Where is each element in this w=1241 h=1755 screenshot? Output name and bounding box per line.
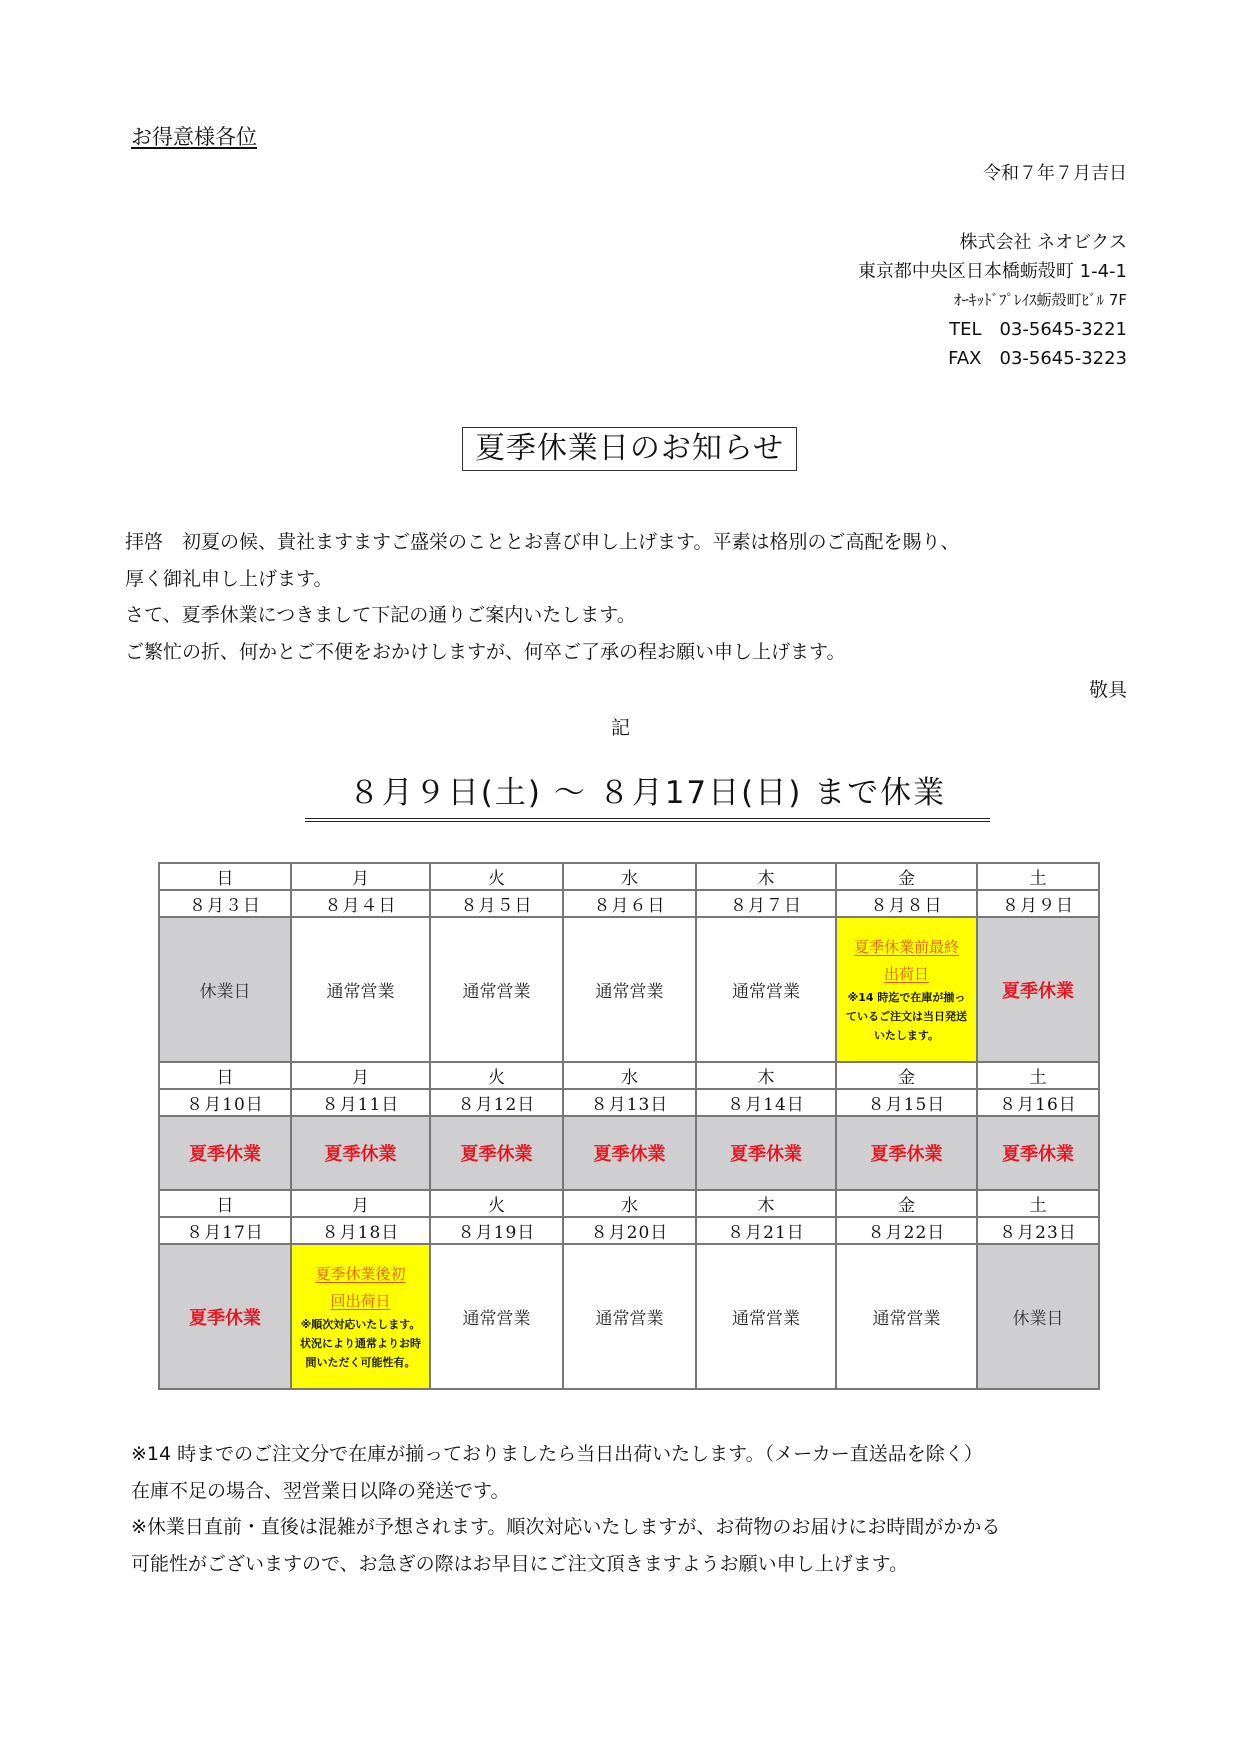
status-label: 休業日 <box>199 982 251 1002</box>
weekday-cell: 金 <box>836 863 977 890</box>
status-cell-last-shipping <box>836 917 977 1062</box>
weekday-cell: 土 <box>977 1062 1099 1089</box>
weekday-cell: 木 <box>696 1190 836 1217</box>
note-line: 可能性がございますので、お急ぎの際はお早目にご注文頂きますようお願い申し上げます。 <box>131 1552 909 1575</box>
weekday-row <box>159 863 1099 890</box>
body-text <box>125 524 959 670</box>
weekday-cell: 日 <box>159 1062 291 1089</box>
weekday-cell: 月 <box>291 1062 430 1089</box>
status-label: 夏季休業 <box>189 1144 261 1165</box>
date-cell: ８月９日 <box>977 890 1099 917</box>
weekday-cell: 木 <box>696 863 836 890</box>
status-cell-open <box>291 917 430 1062</box>
date-cell: ８月11日 <box>291 1089 430 1116</box>
status-label: 通常営業 <box>732 1309 800 1329</box>
date-cell: ８月10日 <box>159 1089 291 1116</box>
date-cell: ８月19日 <box>430 1217 563 1244</box>
weekday-cell: 水 <box>563 863 696 890</box>
date-row <box>159 1089 1099 1116</box>
date-cell: ８月16日 <box>977 1089 1099 1116</box>
status-label: 通常営業 <box>326 982 395 1002</box>
date-cell: ８月６日 <box>563 890 696 917</box>
date-cell: ８月22日 <box>836 1217 977 1244</box>
closure-period-heading: ８月９日(土) ～ ８月17日(日) まで休業 <box>305 768 990 822</box>
date-cell: ８月８日 <box>836 890 977 917</box>
status-label: 通常営業 <box>595 1309 664 1329</box>
status-label: 夏季休業 <box>1002 1144 1074 1165</box>
closing-keigu: 敬具 <box>1088 679 1127 701</box>
date-cell: ８月３日 <box>159 890 291 917</box>
tel-number: TEL 03-5645-3221 <box>949 319 1127 340</box>
status-row <box>159 1116 1099 1190</box>
status-cell-closed <box>977 1244 1099 1389</box>
status-cell-first-shipping <box>291 1244 430 1389</box>
salutation: お得意様各位 <box>131 125 257 149</box>
date-cell: ８月18日 <box>291 1217 430 1244</box>
issue-date: 令和７年７月吉日 <box>983 163 1127 184</box>
status-cell-closed <box>159 917 291 1062</box>
status-cell-summer-holiday <box>159 1244 291 1389</box>
holiday-calendar <box>158 862 1100 1390</box>
status-label: 夏季休業 <box>324 1144 397 1165</box>
status-label: 夏季休業 <box>593 1144 666 1165</box>
weekday-cell: 火 <box>430 1190 563 1217</box>
document-title: 夏季休業日のお知らせ <box>462 427 797 471</box>
date-cell: ８月15日 <box>836 1089 977 1116</box>
last-shipping-title-1: 夏季休業前最終 <box>853 938 959 956</box>
ki-marker: 記 <box>610 717 630 739</box>
status-row <box>159 917 1099 1062</box>
weekday-cell: 月 <box>291 1190 430 1217</box>
note-line: ※14 時までのご注文分で在庫が揃っておりましたら当日出荷いたします。（メーカー直送品を除く） <box>131 1443 983 1465</box>
date-cell: ８月12日 <box>430 1089 563 1116</box>
status-label: 通常営業 <box>732 982 800 1002</box>
weekday-cell: 月 <box>291 863 430 890</box>
date-cell: ８月21日 <box>696 1217 836 1244</box>
status-cell-summer-holiday <box>291 1116 430 1190</box>
status-label: 夏季休業 <box>730 1144 802 1165</box>
status-cell-open <box>696 917 836 1062</box>
weekday-row <box>159 1190 1099 1217</box>
first-shipping-note: ※順次対応いたします。状況により通常よりお時間いただく可能性有。 <box>300 1318 421 1369</box>
weekday-cell: 木 <box>696 1062 836 1089</box>
status-cell-open <box>430 1244 563 1389</box>
status-cell-summer-holiday <box>430 1116 563 1190</box>
sender-block <box>858 228 1127 373</box>
weekday-cell: 日 <box>159 1190 291 1217</box>
body-line: 拝啓 初夏の候、貴社ますますご盛栄のこととお喜び申し上げます。平素は格別のご高配を賜り、 <box>125 531 960 553</box>
date-cell: ８月13日 <box>563 1089 696 1116</box>
fax-number: FAX 03-5645-3223 <box>948 348 1127 369</box>
status-label: 通常営業 <box>462 982 531 1002</box>
company-name: 株式会社 ネオビクス <box>959 232 1127 253</box>
date-cell: ８月５日 <box>430 890 563 917</box>
date-cell: ８月23日 <box>977 1217 1099 1244</box>
weekday-cell: 土 <box>977 863 1099 890</box>
date-row <box>159 1217 1099 1244</box>
status-cell-open <box>563 1244 696 1389</box>
status-cell-summer-holiday <box>977 917 1099 1062</box>
weekday-cell: 金 <box>836 1062 977 1089</box>
note-line: ※休業日直前・直後は混雑が予想されます。順次対応いたしますが、お荷物のお届けにお時間がかかる <box>131 1516 1001 1538</box>
status-cell-open <box>563 917 696 1062</box>
status-row <box>159 1244 1099 1389</box>
date-cell: ８月20日 <box>563 1217 696 1244</box>
last-shipping-title-2: 出荷日 <box>883 965 929 983</box>
weekday-cell: 水 <box>563 1190 696 1217</box>
weekday-cell: 火 <box>430 1062 563 1089</box>
weekday-row <box>159 1062 1099 1089</box>
weekday-cell: 水 <box>563 1062 696 1089</box>
first-shipping-title-2: 回出荷日 <box>330 1292 391 1310</box>
date-cell: ８月14日 <box>696 1089 836 1116</box>
date-row <box>159 890 1099 917</box>
status-label: 通常営業 <box>462 1309 531 1329</box>
status-label: 通常営業 <box>595 982 664 1002</box>
status-label: 夏季休業 <box>870 1144 943 1165</box>
note-line: 在庫不足の場合、翌営業日以降の発送です。 <box>131 1479 510 1502</box>
status-label: 休業日 <box>1012 1309 1064 1329</box>
status-cell-summer-holiday <box>563 1116 696 1190</box>
body-line: 厚く御礼申し上げます。 <box>125 567 333 590</box>
body-line: さて、夏季休業につきまして下記の通りご案内いたします。 <box>125 604 636 626</box>
weekday-cell: 火 <box>430 863 563 890</box>
weekday-cell: 土 <box>977 1190 1099 1217</box>
weekday-cell: 金 <box>836 1190 977 1217</box>
footer-notes <box>131 1436 1000 1582</box>
status-label: 夏季休業 <box>1002 980 1074 1002</box>
date-cell: ８月７日 <box>696 890 836 917</box>
status-label: 夏季休業 <box>189 1307 261 1329</box>
status-cell-summer-holiday <box>977 1116 1099 1190</box>
address-line-1: 東京都中央区日本橋蛎殻町 1-4-1 <box>857 261 1127 282</box>
status-label: 夏季休業 <box>460 1144 533 1165</box>
status-label: 通常営業 <box>872 1309 941 1329</box>
weekday-cell: 日 <box>159 863 291 890</box>
status-cell-summer-holiday <box>159 1116 291 1190</box>
status-cell-open <box>696 1244 836 1389</box>
first-shipping-title-1: 夏季休業後初 <box>315 1265 406 1283</box>
status-cell-open <box>836 1244 977 1389</box>
date-cell: ８月17日 <box>159 1217 291 1244</box>
date-cell: ８月４日 <box>291 890 430 917</box>
status-cell-summer-holiday <box>696 1116 836 1190</box>
body-line: ご繁忙の折、何かとご不便をおかけしますが、何卒ご了承の程お願い申し上げます。 <box>125 640 846 663</box>
address-line-2: ｵｰｷｯﾄﾞﾌﾟﾚｲｽ蛎殻町ﾋﾞﾙ 7F <box>954 291 1127 309</box>
status-cell-open <box>430 917 563 1062</box>
last-shipping-note: ※14 時迄で在庫が揃っているご注文は当日発送いたします。 <box>846 991 967 1042</box>
status-cell-summer-holiday <box>836 1116 977 1190</box>
